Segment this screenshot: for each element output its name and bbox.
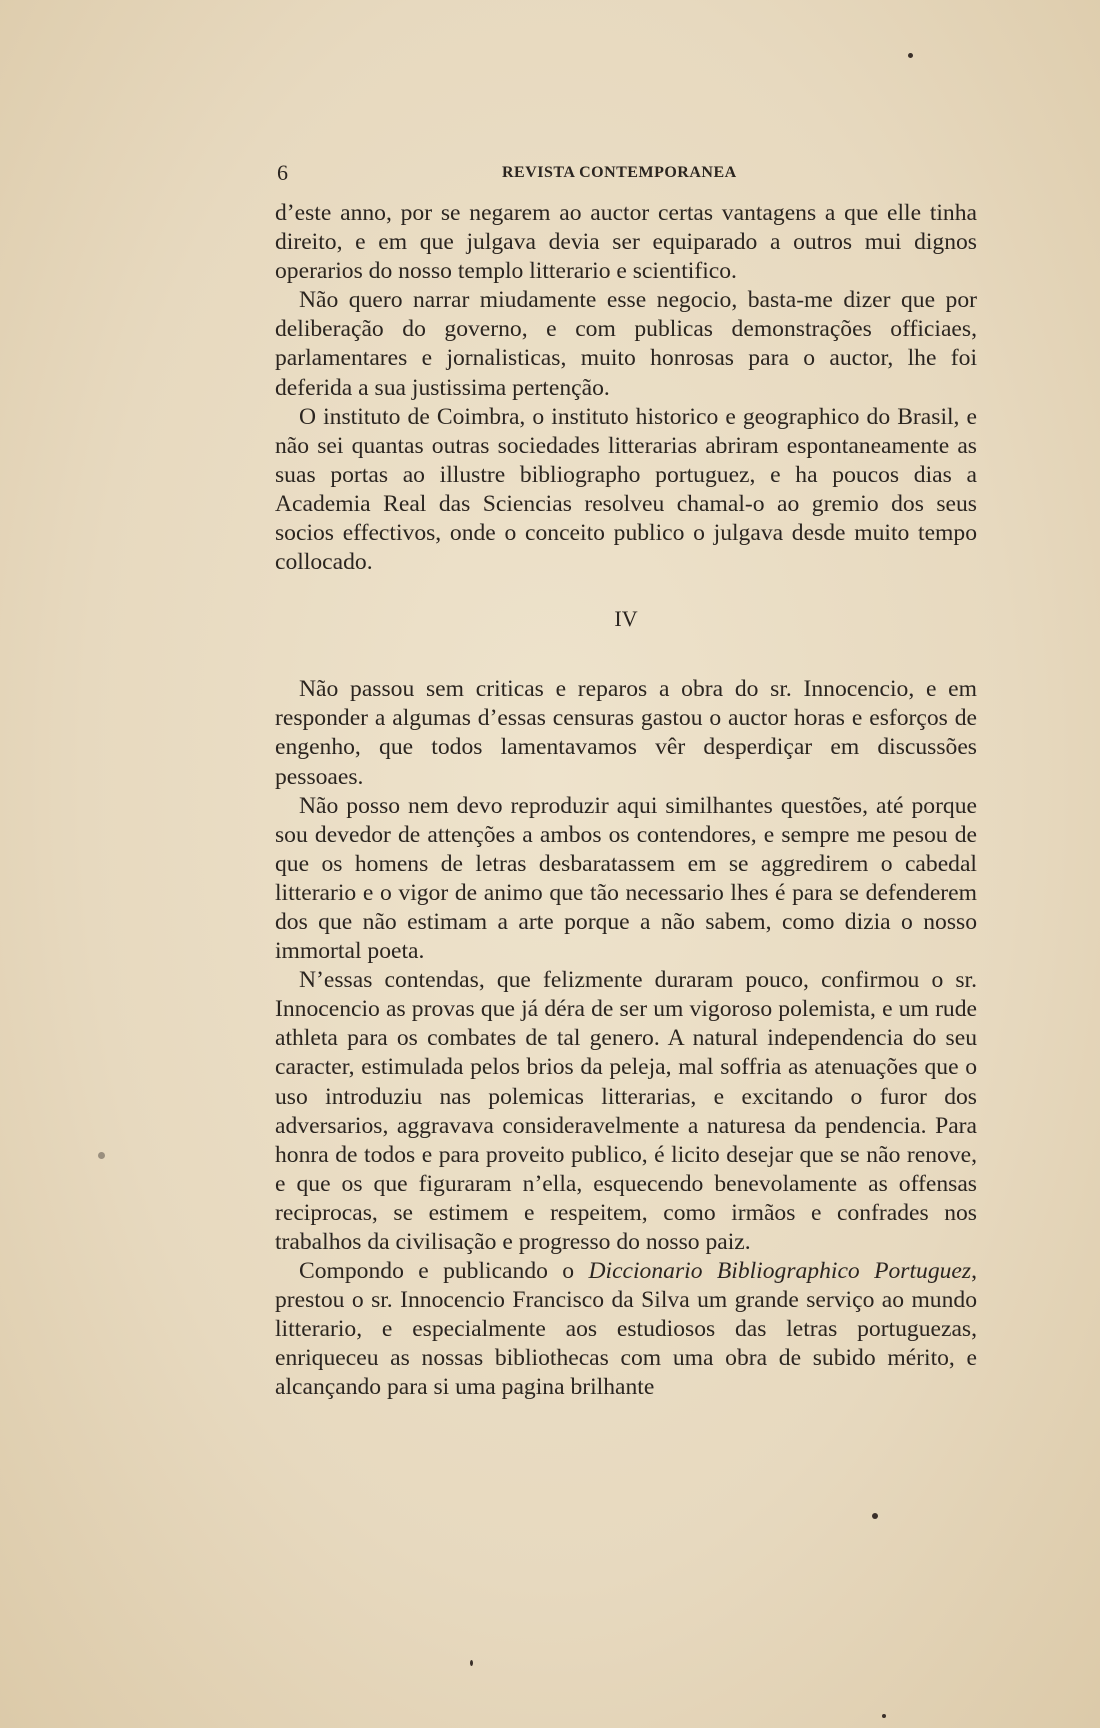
- running-head: [277, 160, 975, 188]
- text-run: , prestou o sr. Innocencio Francisco da Silva um grande serviço ao mundo litterario, e especialmente aos estudiosos das letras portuguezas, enriqueceu as nossas bibliothecas com uma obra de subido mérito, e alcançando para si uma pagina brilhante: [275, 1258, 977, 1401]
- page-number: 6: [277, 160, 288, 185]
- body-text: [275, 199, 977, 1403]
- paper-speck: [872, 1513, 878, 1519]
- paragraph: Não quero narrar miudamente esse negocio, basta-me dizer que por deliberação do governo, e com publicas demonstrações officiaes, parlamentares e jornalisticas, muito honrosas para o auctor, lhe foi deferida a sua justissima pertenção.: [275, 287, 977, 401]
- journal-title: REVISTA CONTEMPORANEA: [502, 164, 737, 181]
- paper-speck: [98, 1152, 105, 1159]
- paragraph: Não passou sem criticas e reparos a obra do sr. Innocencio, e em responder a algumas d’essas censuras gastou o auctor horas e esforços de engenho, que todos lamentavamos vêr desperdiçar em discussões pessoaes.: [275, 676, 977, 790]
- paper-speck: [882, 1714, 886, 1718]
- paragraph-continued: d’este anno, por se negarem ao auctor certas vantagens a que elle tinha direito, e em que julgava devia ser equiparado a outros mui dignos operarios do nosso templo litterario e scientifico.: [275, 200, 977, 285]
- book-title: Diccionario Bibliographico Portuguez: [588, 1258, 972, 1285]
- paragraph: O instituto de Coimbra, o instituto historico e geographico do Brasil, e não sei quantas outras sociedades litterarias abriram espontaneamente as suas portas ao illustre bibliographo portuguez, e ha poucos dias a Academia Real das Sciencias resolveu chamal-o ao gremio dos seus socios effectivos, onde o conceito publico o julgava desde muito tempo collocado.: [275, 403, 977, 576]
- paragraph-last: [275, 1257, 977, 1402]
- section-heading: IV: [614, 606, 638, 632]
- paragraph: N’essas contendas, que felizmente duraram pouco, confirmou o sr. Innocencio as provas que já déra de ser um vigoroso polemista, e um rude athleta para os combates de tal genero. A natural independencia do seu caracter, estimulada pelos brios da peleja, mal soffria as atenuações que o uso introduziu nas polemicas litterarias, e excitando o furor dos adversarios, aggravava consideravelmente a naturesa da pendencia. Para honra de todos e para proveito publico, é licito desejar que se não renove, e que os que figuraram n’ella, esquecendo benevolamente as offensas reciprocas, se estimem e respeitem, como irmãos e confrades nos trabalhos da civilisação e progresso do nosso paiz.: [275, 967, 977, 1255]
- paragraph: Não posso nem devo reproduzir aqui similhantes questões, até porque sou devedor de attenções a ambos os contendores, e sempre me pesou de que os homens de letras desbaratassem em se aggredirem o cabedal litterario e o vigor de animo que tão necessario lhes é para se defenderem dos que não estimam a arte porque a não sabem, como dizia o nosso immortal poeta.: [275, 792, 977, 965]
- text-run: Compondo e publicando o: [299, 1258, 589, 1285]
- paper-speck: [908, 53, 913, 58]
- paper-speck: [470, 1660, 473, 1666]
